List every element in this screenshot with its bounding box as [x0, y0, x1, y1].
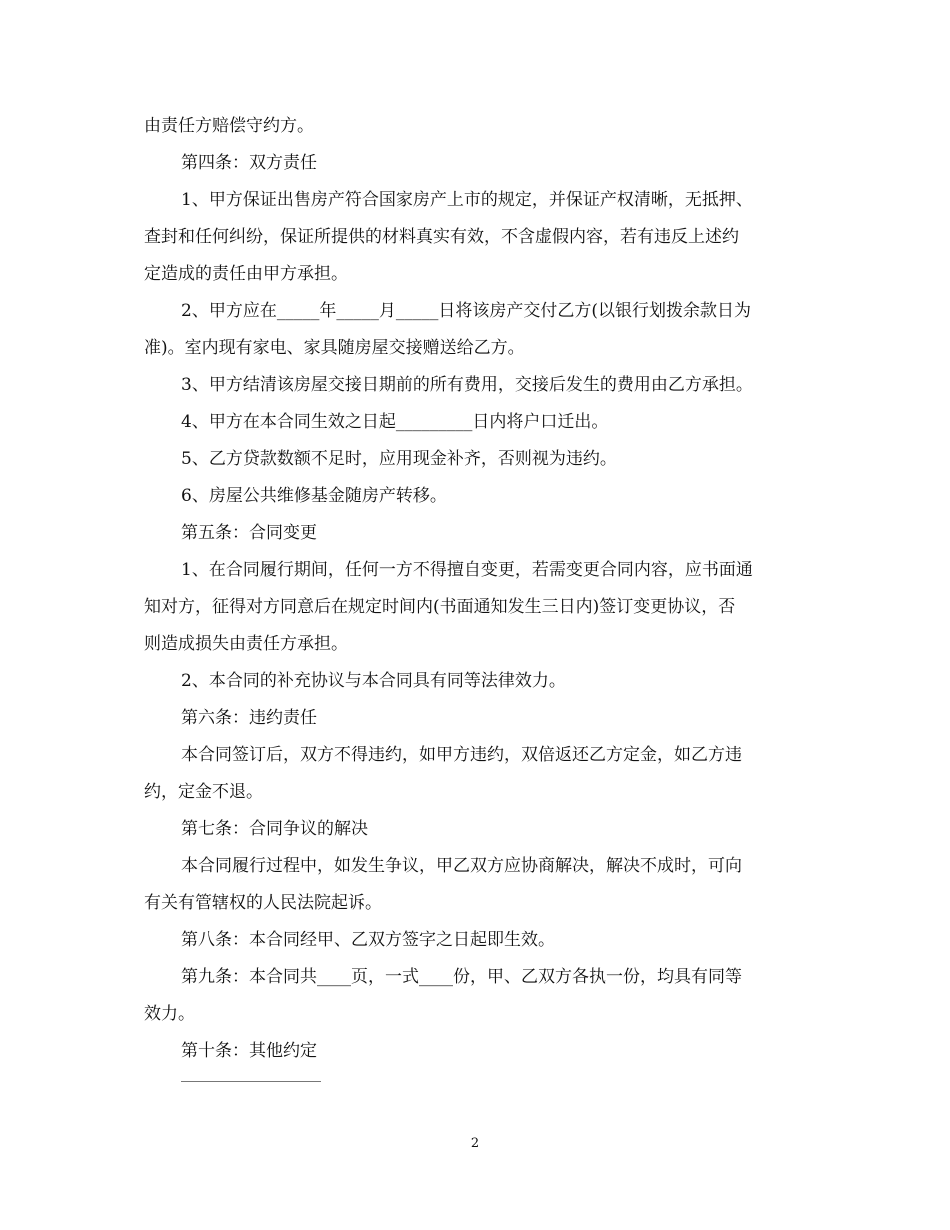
text-line: 本合同签订后，双方不得违约，如甲方违约，双倍返还乙方定金，如乙方违	[181, 745, 742, 765]
section-heading-article-7: 第七条：合同争议的解决	[181, 819, 368, 839]
section-heading-article-6: 第六条：违约责任	[181, 708, 317, 728]
text-line: 约，定金不退。	[144, 782, 263, 802]
section-heading-article-9: 第九条：本合同共____页，一式____份，甲、乙双方各执一份，均具有同等	[181, 967, 742, 987]
text-line: 5、乙方贷款数额不足时，应用现金补齐，否则视为违约。	[181, 449, 617, 469]
text-line: 查封和任何纠纷，保证所提供的材料真实有效，不含虚假内容，若有违反上述约	[144, 227, 739, 247]
text-line: 1、在合同履行期间，任何一方不得擅自变更，若需变更合同内容，应书面通	[181, 560, 753, 580]
text-line: 1、甲方保证出售房产符合国家房产上市的规定，并保证产权清晰，无抵押、	[181, 190, 753, 210]
section-heading-article-8: 第八条：本合同经甲、乙双方签字之日起即生效。	[181, 930, 555, 950]
text-line: 4、甲方在本合同生效之日起_________日内将户口迁出。	[181, 412, 609, 432]
section-heading-article-10: 第十条：其他约定	[181, 1041, 317, 1061]
section-heading-article-5: 第五条：合同变更	[181, 523, 317, 543]
text-line: 2、本合同的补充协议与本合同具有同等法律效力。	[181, 671, 566, 691]
text-line: 由责任方赔偿守约方。	[144, 116, 314, 136]
document-body	[144, 108, 808, 1070]
text-line: 本合同履行过程中，如发生争议，甲乙双方应协商解决，解决不成时，可向	[181, 856, 742, 876]
text-line: 有关有管辖权的人民法院起诉。	[144, 893, 382, 913]
section-heading-article-4: 第四条：双方责任	[181, 153, 317, 173]
text-line: 知对方，征得对方同意后在规定时间内(书面通知发生三日内)签订变更协议，否	[144, 597, 736, 617]
text-line: 效力。	[144, 1004, 195, 1024]
text-line: 3、甲方结清该房屋交接日期前的所有费用，交接后发生的费用由乙方承担。	[181, 375, 753, 395]
page-number: 2	[470, 1136, 480, 1151]
text-line: 定造成的责任由甲方承担。	[144, 264, 348, 284]
text-line: 6、房屋公共维修基金随房产转移。	[181, 486, 447, 506]
text-line: 则造成损失由责任方承担。	[144, 634, 348, 654]
text-line: 准)。室内现有家电、家具随房屋交接赠送给乙方。	[144, 338, 525, 358]
text-line: 2、甲方应在_____年_____月_____日将该房产交付乙方(以银行划拨余款日为	[181, 301, 751, 321]
fill-in-blank-line	[181, 1081, 321, 1082]
